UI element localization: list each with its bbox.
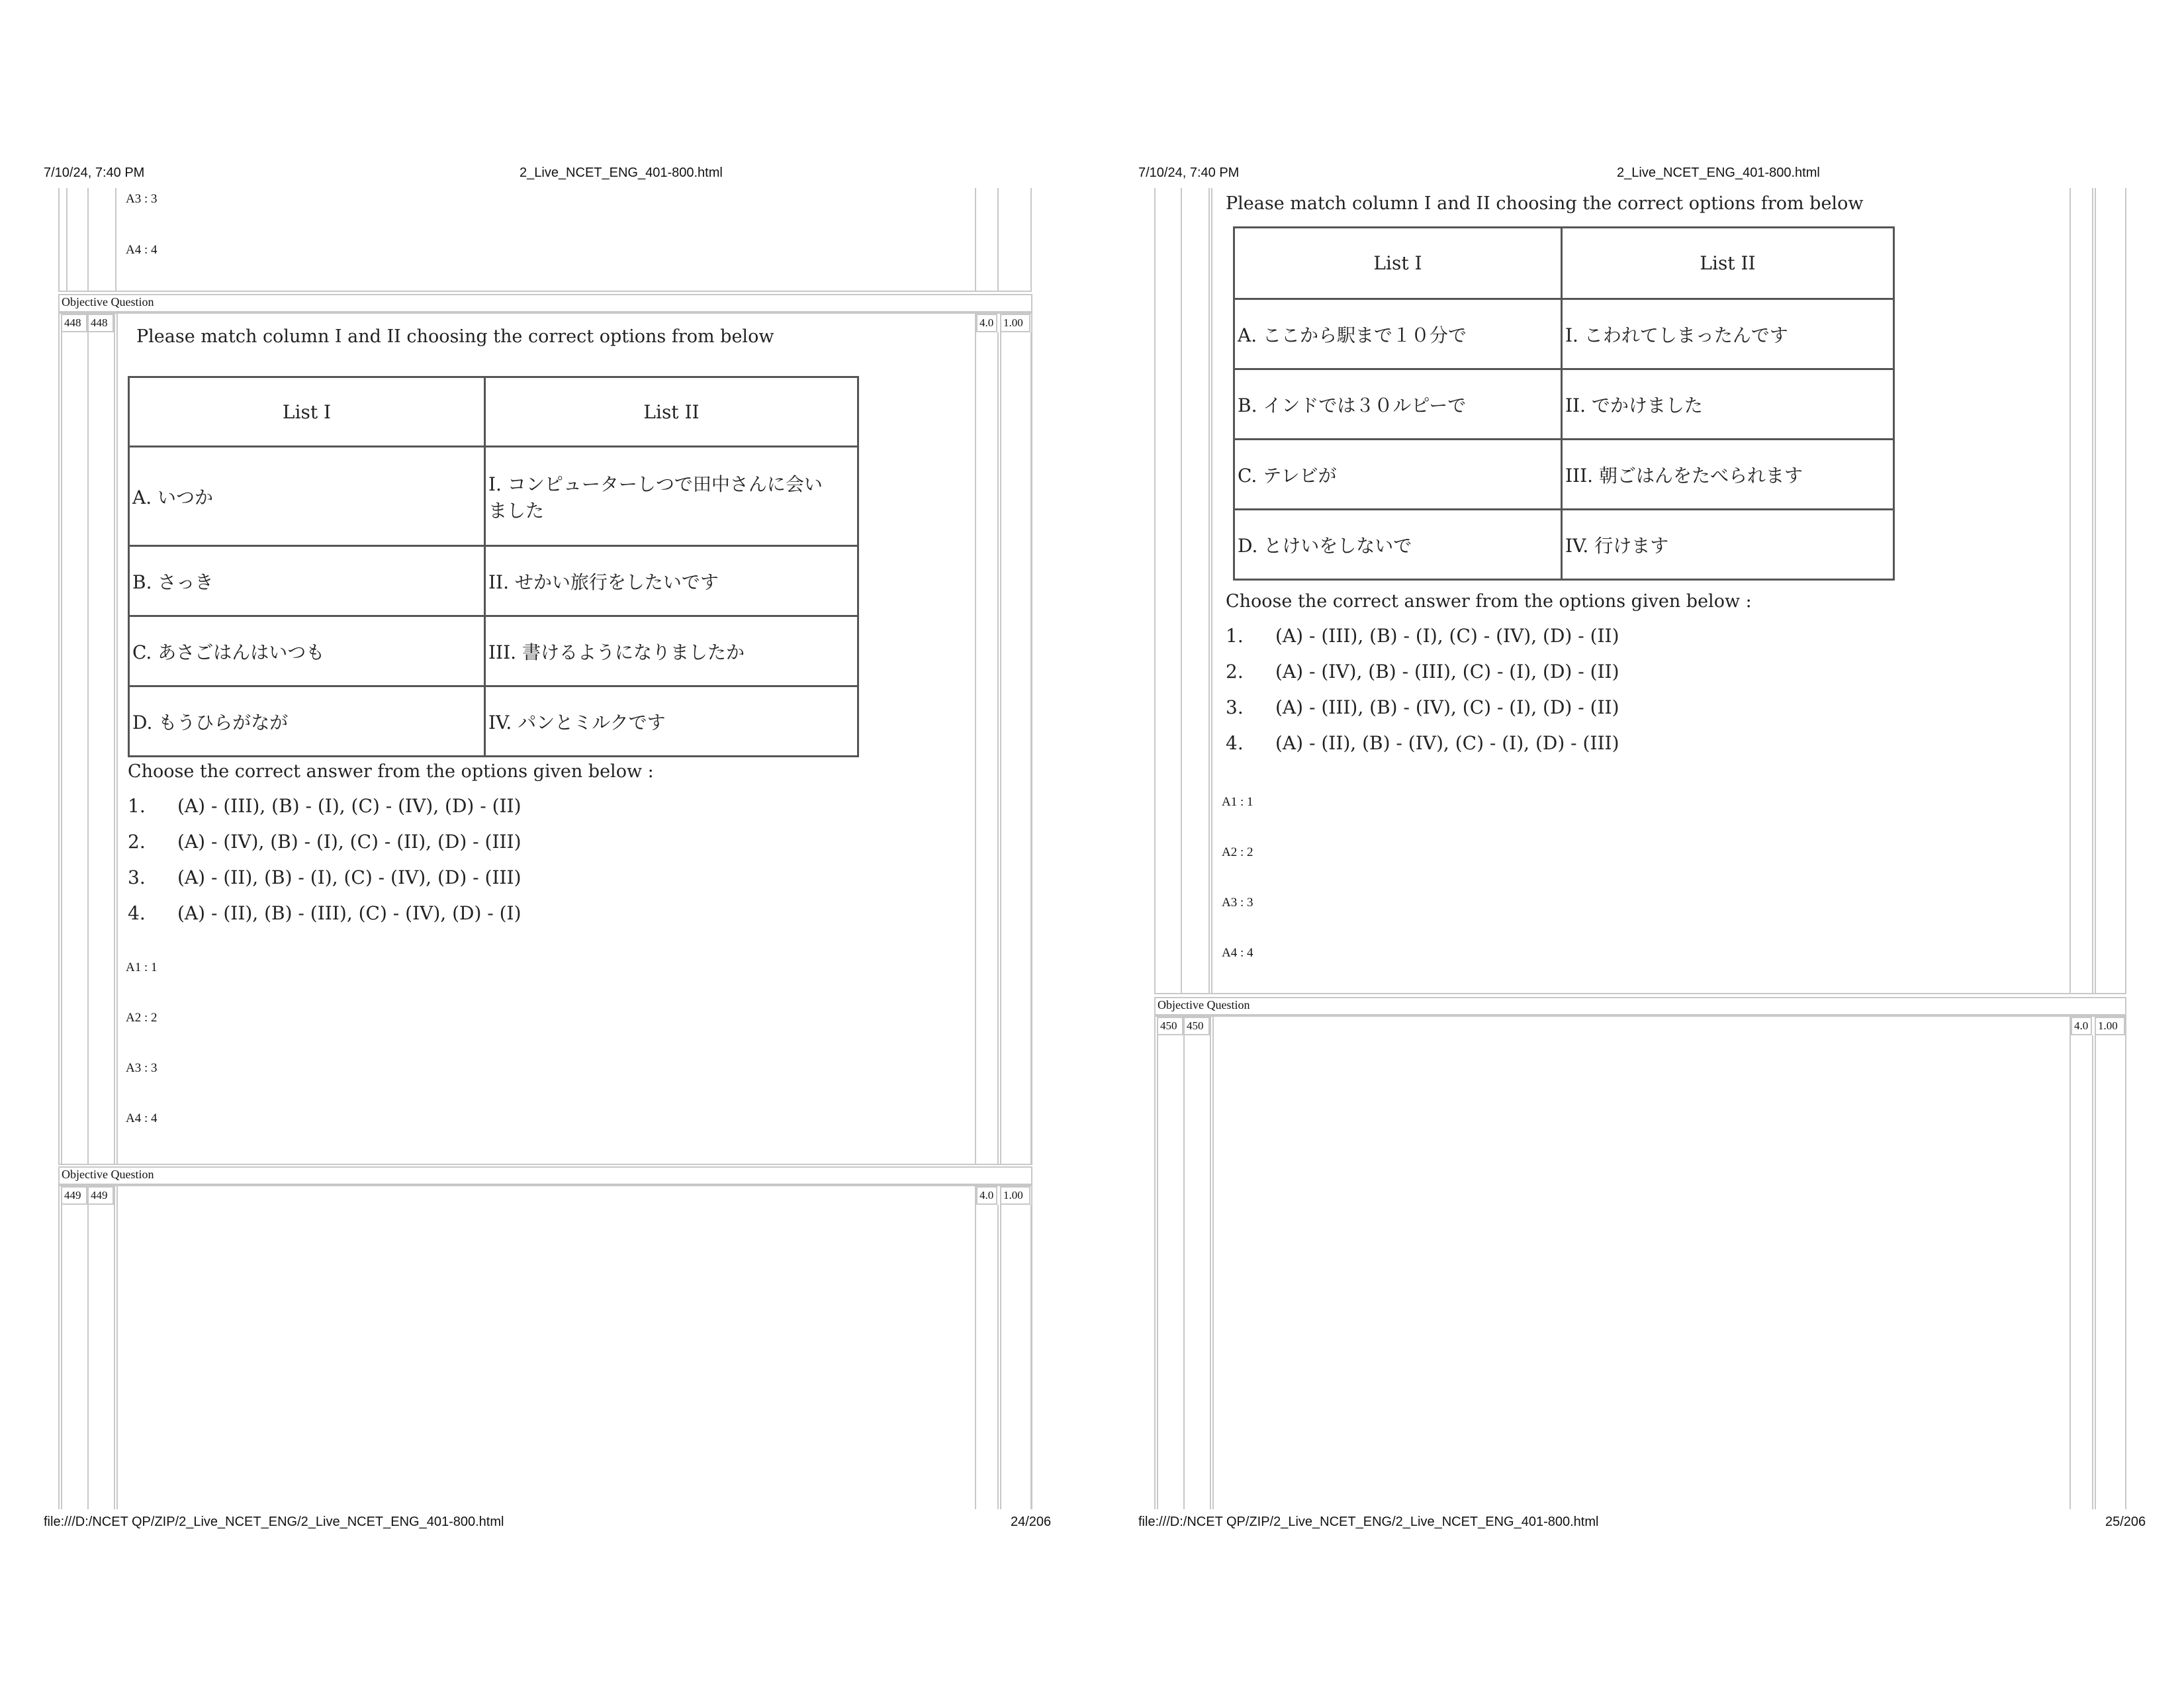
question-negative-marks: 1.00 xyxy=(1000,314,1030,332)
table-border xyxy=(997,188,999,292)
answer-option-label: A3 : 3 xyxy=(1222,896,1253,910)
table-border xyxy=(2070,1017,2071,1509)
table-border xyxy=(1030,1205,1032,1509)
table-border xyxy=(2125,1035,2126,1509)
option-text: (A) - (II), (B) - (III), (C) - (IV), (D) - (I) xyxy=(177,902,522,924)
list-1-item: A. ここから駅まで１０分で xyxy=(1234,299,1562,369)
question-serial: 450 xyxy=(1157,1017,1183,1035)
table-border xyxy=(1030,332,1032,1164)
question-negative-marks: 1.00 xyxy=(2095,1017,2125,1035)
question-id: 448 xyxy=(87,314,114,332)
section-row xyxy=(58,1166,1032,1185)
list-2-item-line: I. コンピューターしつで田中さんに会い xyxy=(488,473,823,495)
list-2-item: IV. 行けます xyxy=(1562,510,1894,580)
question-marks: 4.0 xyxy=(976,314,997,332)
list-2-item: II. でかけました xyxy=(1562,369,1894,440)
option-2 xyxy=(128,831,522,853)
match-table xyxy=(1233,226,1895,581)
table-border xyxy=(2095,188,2096,993)
document-page-25 xyxy=(1092,0,2184,1688)
table-border xyxy=(2125,188,2126,993)
list-2-item: I. こわれてしまったんです xyxy=(1562,299,1894,369)
answer-option-label: A4 : 4 xyxy=(126,1111,158,1125)
question-id: 450 xyxy=(1183,1017,1210,1035)
answer-option-label: A1 : 1 xyxy=(126,961,158,974)
list-2-item: IV. パンとミルクです xyxy=(485,686,858,757)
print-footer-path: file:///D:/NCET QP/ZIP/2_Live_NCET_ENG/2_Live_NCET_ENG_401-800.html xyxy=(44,1515,504,1529)
option-text: (A) - (IV), (B) - (III), (C) - (I), (D) - (II) xyxy=(1275,661,1619,682)
question-serial: 448 xyxy=(61,314,87,332)
question-negative-marks: 1.00 xyxy=(1000,1186,1030,1205)
answer-option-label: A4 : 4 xyxy=(1222,946,1253,960)
table-border xyxy=(87,188,89,292)
table-border xyxy=(2092,1035,2093,1509)
table-border xyxy=(1030,188,1032,292)
table-border xyxy=(1000,1205,1001,1509)
option-number: 1. xyxy=(128,795,146,817)
table-border xyxy=(975,314,976,1164)
print-footer-page-number: 25/206 xyxy=(2105,1515,2146,1529)
answer-option-label: A4 : 4 xyxy=(126,243,158,257)
list-2-item-line: ました xyxy=(488,499,545,522)
section-label: Objective Question xyxy=(1158,998,1250,1011)
option-4 xyxy=(1226,732,1619,754)
table-border xyxy=(114,1186,115,1509)
print-header-date: 7/10/24, 7:40 PM xyxy=(44,165,145,180)
option-text: (A) - (II), (B) - (I), (C) - (IV), (D) - (III) xyxy=(177,867,522,888)
list-1-item: C. テレビが xyxy=(1234,440,1562,510)
option-text: (A) - (III), (B) - (I), (C) - (IV), (D) - (II) xyxy=(1275,625,1619,647)
table-border xyxy=(997,1205,999,1509)
option-number: 4. xyxy=(1226,732,1244,754)
list-1-item: A. いつか xyxy=(129,447,485,546)
list-1-header: List I xyxy=(129,377,485,447)
table-border xyxy=(1208,188,1210,993)
table-border xyxy=(116,314,118,1164)
table-border xyxy=(66,188,68,292)
list-1-item: B. インドでは３０ルピーで xyxy=(1234,369,1562,440)
print-header-date: 7/10/24, 7:40 PM xyxy=(1138,165,1240,180)
option-number: 1. xyxy=(1226,625,1244,647)
table-border xyxy=(58,188,60,292)
table-border xyxy=(1211,188,1212,993)
option-text: (A) - (IV), (B) - (I), (C) - (II), (D) - (III) xyxy=(177,831,522,853)
option-number: 2. xyxy=(1226,661,1244,682)
table-border xyxy=(1000,332,1001,1164)
list-1-header: List I xyxy=(1234,228,1562,299)
option-number: 3. xyxy=(128,867,146,888)
question-block xyxy=(1154,1015,2126,1509)
print-header-title: 2_Live_NCET_ENG_401-800.html xyxy=(520,165,723,180)
option-3 xyxy=(128,867,522,888)
list-2-header: List II xyxy=(1562,228,1894,299)
question-block xyxy=(58,1185,1032,1509)
section-row xyxy=(1154,997,2126,1015)
table-border xyxy=(1183,1035,1185,1509)
list-2-item: II. せかい旅行をしたいです xyxy=(485,546,858,616)
choose-instruction: Choose the correct answer from the options given below : xyxy=(128,761,654,782)
option-4 xyxy=(128,902,522,924)
option-text: (A) - (II), (B) - (IV), (C) - (I), (D) - (III) xyxy=(1275,732,1619,754)
match-table xyxy=(128,376,859,757)
table-border xyxy=(115,188,116,292)
option-number: 4. xyxy=(128,902,146,924)
answer-option-label: A2 : 2 xyxy=(1222,845,1253,859)
answer-option-label: A2 : 2 xyxy=(126,1011,158,1025)
list-2-item: III. 書けるようになりましたか xyxy=(485,616,858,686)
option-1 xyxy=(128,795,522,817)
list-1-item: B. さっき xyxy=(129,546,485,616)
table-border xyxy=(61,332,62,1164)
table-border xyxy=(2095,1035,2096,1509)
option-1 xyxy=(1226,625,1619,647)
table-border xyxy=(114,314,115,1164)
list-1-item: D. もうひらがなが xyxy=(129,686,485,757)
table-border xyxy=(2070,188,2071,993)
table-border xyxy=(61,1205,62,1509)
table-border xyxy=(1212,1017,1214,1509)
question-prompt: Please match column I and II choosing the correct options from below xyxy=(1226,193,1864,214)
table-border xyxy=(58,291,1031,292)
print-footer-path: file:///D:/NCET QP/ZIP/2_Live_NCET_ENG/2_Live_NCET_ENG_401-800.html xyxy=(1138,1515,1599,1529)
question-serial: 449 xyxy=(61,1186,87,1205)
option-text: (A) - (III), (B) - (I), (C) - (IV), (D) - (II) xyxy=(177,795,522,817)
option-number: 3. xyxy=(1226,696,1244,718)
table-border xyxy=(1154,188,1156,993)
option-3 xyxy=(1226,696,1619,718)
table-border xyxy=(1210,1017,1211,1509)
list-2-header: List II xyxy=(485,377,858,447)
answer-option-label: A3 : 3 xyxy=(126,1061,158,1075)
choose-instruction: Choose the correct answer from the options given below : xyxy=(1226,591,1752,612)
table-border xyxy=(975,1186,976,1509)
answer-option-label: A1 : 1 xyxy=(1222,795,1253,809)
question-marks: 4.0 xyxy=(2071,1017,2092,1035)
table-border xyxy=(2092,188,2093,993)
section-row xyxy=(58,294,1032,312)
list-1-item: D. とけいをしないで xyxy=(1234,510,1562,580)
list-2-item xyxy=(485,447,858,546)
option-number: 2. xyxy=(128,831,146,853)
section-label: Objective Question xyxy=(62,295,154,308)
question-id: 449 xyxy=(87,1186,114,1205)
table-border xyxy=(1181,188,1182,993)
option-text: (A) - (III), (B) - (IV), (C) - (I), (D) - (II) xyxy=(1275,696,1619,718)
question-prompt: Please match column I and II choosing the correct options from below xyxy=(136,326,774,347)
table-border xyxy=(87,332,89,1164)
table-border xyxy=(116,1186,118,1509)
list-2-item: III. 朝ごはんをたべられます xyxy=(1562,440,1894,510)
question-marks: 4.0 xyxy=(976,1186,997,1205)
option-2 xyxy=(1226,661,1619,682)
table-border xyxy=(1157,1035,1158,1509)
print-header-title: 2_Live_NCET_ENG_401-800.html xyxy=(1617,165,1820,180)
list-1-item: C. あさごはんはいつも xyxy=(129,616,485,686)
section-label: Objective Question xyxy=(62,1168,154,1181)
table-border xyxy=(87,1205,89,1509)
table-border xyxy=(975,188,976,292)
print-footer-page-number: 24/206 xyxy=(1011,1515,1052,1529)
answer-option-label: A3 : 3 xyxy=(126,192,158,206)
table-border xyxy=(1154,993,2126,994)
table-border xyxy=(997,332,999,1164)
